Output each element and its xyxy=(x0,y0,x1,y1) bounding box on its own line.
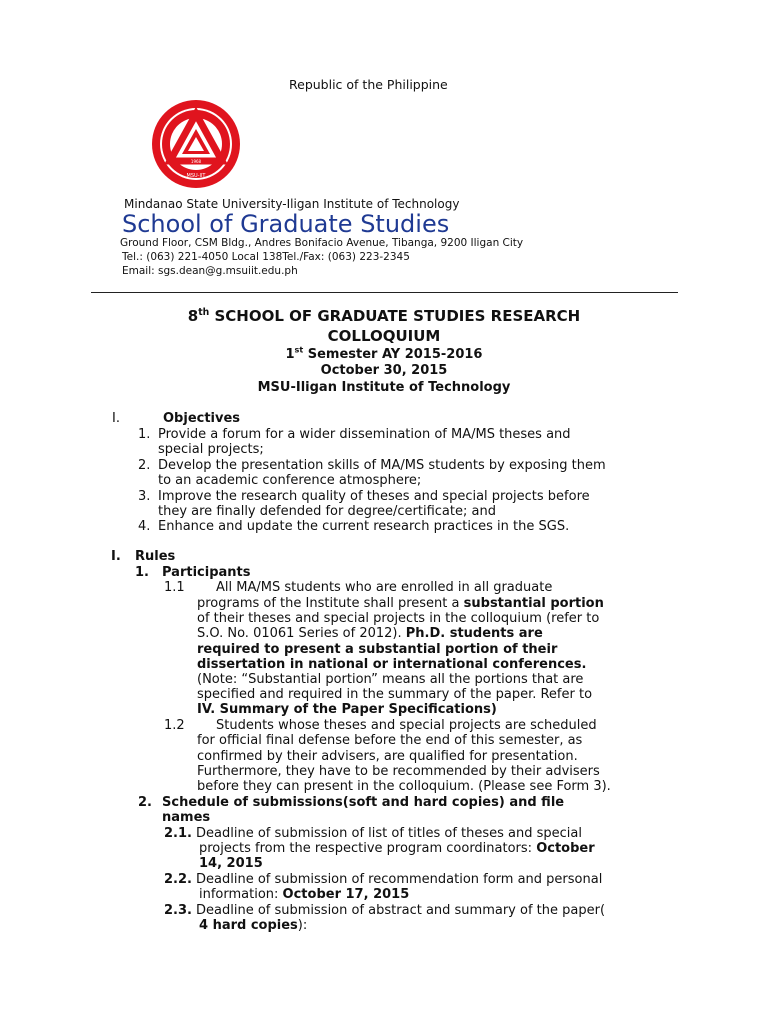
event-venue: MSU-Iligan Institute of Technology xyxy=(257,380,511,395)
telephone-line: Tel.: (063) 221-4050 Local 138Tel./Fax: (063) 223-2345 xyxy=(122,251,410,263)
objectives-numeral: I. xyxy=(112,411,120,426)
rule-text: IV. Summary of the Paper Specifications) xyxy=(197,702,497,717)
schedule-heading: Schedule of submissions(soft and hard copies) and file xyxy=(162,795,565,810)
objective-text: to an academic conference atmosphere; xyxy=(158,473,422,488)
rules-heading: Rules xyxy=(135,549,176,564)
participants-number: 1. xyxy=(135,565,149,580)
rule-text: required to present a substantial portion of their xyxy=(197,642,558,657)
objective-text: Enhance and update the current research practices in the SGS. xyxy=(158,519,570,534)
university-seal-logo xyxy=(149,97,243,191)
participants-heading: Participants xyxy=(162,565,251,580)
logo-year: 1968 xyxy=(190,159,202,164)
school-name: School of Graduate Studies xyxy=(122,210,450,238)
rule-item-number: 1.2 xyxy=(164,718,185,733)
rule-text: All MA/MS students who are enrolled in all graduate xyxy=(216,580,553,595)
objective-text: special projects; xyxy=(158,442,264,457)
schedule-item-number: 2.3. xyxy=(164,903,192,918)
schedule-item-number: 2.1. xyxy=(164,826,192,841)
schedule-text: Deadline of submission of abstract and summary of the paper( xyxy=(196,903,606,918)
rule-text: dissertation in national or international conferences. xyxy=(197,657,587,672)
objective-number: 1. xyxy=(138,427,151,442)
objectives-heading: Objectives xyxy=(163,411,241,426)
objective-number: 4. xyxy=(138,519,151,534)
logo-text: MSU-IIT xyxy=(186,173,206,179)
schedule-text: 4 hard copies): xyxy=(199,918,308,933)
schedule-item-number: 2.2. xyxy=(164,872,192,887)
rule-text: (Note: “Substantial portion” means all the portions that are xyxy=(197,672,584,687)
objective-number: 3. xyxy=(138,489,151,504)
rule-text: of their theses and special projects in the colloquium (refer to xyxy=(197,611,600,626)
header-divider xyxy=(91,292,678,293)
rules-numeral: I. xyxy=(111,549,121,564)
event-date: October 30, 2015 xyxy=(320,363,448,378)
schedule-number: 2. xyxy=(138,795,152,810)
rule-item-number: 1.1 xyxy=(164,580,185,595)
schedule-text: information: October 17, 2015 xyxy=(199,887,410,902)
schedule-text: 14, 2015 xyxy=(199,856,263,871)
objective-text: Provide a forum for a wider dissemination of MA/MS theses and xyxy=(158,427,571,442)
rule-text: programs of the Institute shall present a substantial portion xyxy=(197,596,604,611)
objective-number: 2. xyxy=(138,458,151,473)
colloquium-title-line2: COLLOQUIUM xyxy=(327,327,441,345)
rule-text: confirmed by their advisers, are qualified for presentation. xyxy=(197,749,578,764)
schedule-heading: names xyxy=(162,810,211,825)
schedule-text: Deadline of submission of recommendation form and personal xyxy=(196,872,603,887)
semester-line: 1st Semester AY 2015-2016 xyxy=(285,345,483,362)
rule-text: Furthermore, they have to be recommended by their advisers xyxy=(197,764,600,779)
rule-text: specified and required in the summary of the paper. Refer to xyxy=(197,687,593,702)
rule-text: S.O. No. 01061 Series of 2012). Ph.D. students are xyxy=(197,626,543,641)
schedule-text: projects from the respective program coordinators: October xyxy=(199,841,595,856)
objective-text: they are finally defended for degree/certificate; and xyxy=(158,504,496,519)
university-name: Mindanao State University-Iligan Institute of Technology xyxy=(124,197,460,211)
objective-text: Develop the presentation skills of MA/MS students by exposing them xyxy=(158,458,606,473)
rule-text: before they can present in the colloquium. (Please see Form 3). xyxy=(197,779,611,794)
rule-text: Students whose theses and special projects are scheduled xyxy=(216,718,597,733)
republic-line: Republic of the Philippine xyxy=(289,77,448,92)
colloquium-title-line1: 8th SCHOOL OF GRADUATE STUDIES RESEARCH xyxy=(187,307,581,325)
address-line: Ground Floor, CSM Bldg., Andres Bonifacio Avenue, Tibanga, 9200 Iligan City xyxy=(120,237,524,249)
email-line: Email: sgs.dean@g.msuiit.edu.ph xyxy=(122,265,298,277)
schedule-text: Deadline of submission of list of titles of theses and special xyxy=(196,826,583,841)
objective-text: Improve the research quality of theses and special projects before xyxy=(158,489,590,504)
rule-text: for official final defense before the end of this semester, as xyxy=(197,733,583,748)
